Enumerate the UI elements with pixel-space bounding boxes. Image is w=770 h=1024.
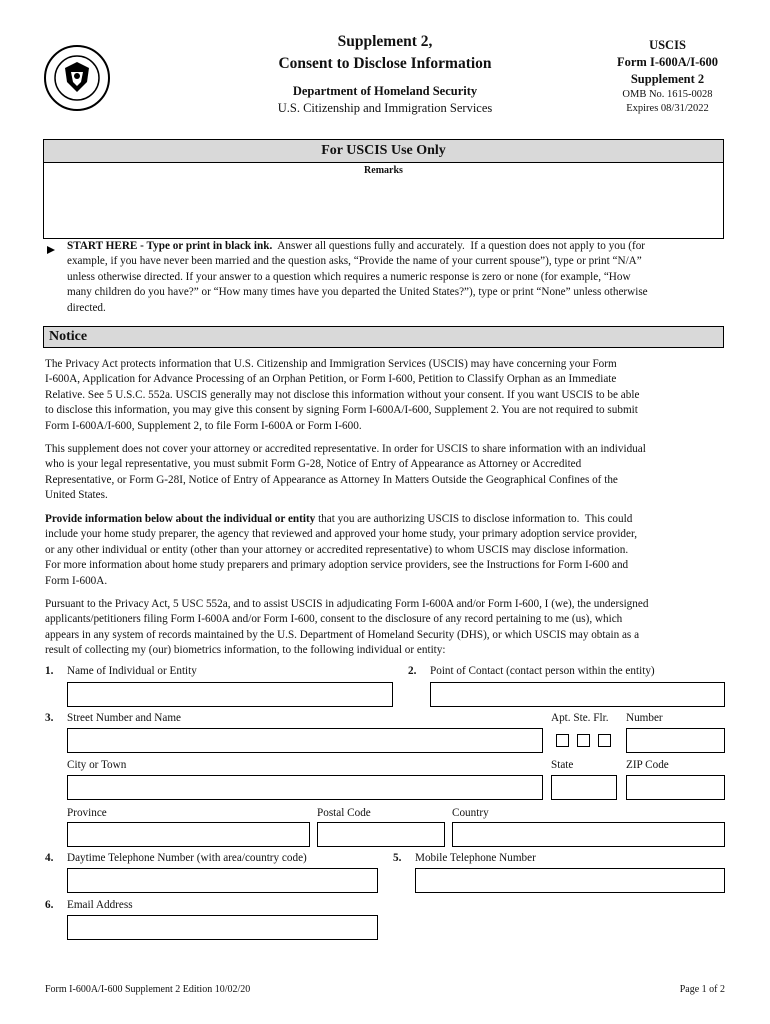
- daytime-phone-input[interactable]: [67, 868, 378, 893]
- q6-label: Email Address: [67, 899, 133, 911]
- form-number: Form I-600A/I-600: [616, 55, 719, 69]
- expiration-date: Expires 08/31/2022: [626, 103, 709, 114]
- number-label: Number: [626, 712, 663, 724]
- agency-name: U.S. Citizenship and Immigration Services: [277, 101, 493, 115]
- entity-name-input[interactable]: [67, 682, 393, 707]
- state-label: State: [551, 759, 574, 771]
- apt-number-input[interactable]: [626, 728, 725, 753]
- q5-number: 5.: [393, 852, 402, 864]
- start-here-lead: START HERE - Type or print in black ink.: [67, 240, 273, 252]
- zip-label: ZIP Code: [626, 759, 669, 771]
- uscis-use-only-box: [43, 139, 724, 239]
- notice-paragraph-3: Provide information below about the individual or entity that you are authorizing USCIS to disclose information to. This could include your home study preparer, the agency that reviewed and approved your home study, your primary adoption service provider, or any other individual or entity (other than your attorney or accredited representative) to whom USCIS may disclose information. For more information about home study preparers and primary adoption service providers, see the Instructions for Form I-600 and Form I-600A.: [45, 513, 638, 587]
- department-name: Department of Homeland Security: [292, 84, 478, 98]
- province-label: Province: [67, 807, 107, 819]
- notice-paragraph-2: This supplement does not cover your attorney or accredited representative. In order for USCIS to share information with an individual who is your legal representative, you must submit Form G-28, Notice of Entry of Appearance as Attorney or Accredited Representative, or Form G-28I, Notice of Entry of Appearance as Attorney In Matters Outside the Geographical Confines of the United States.: [45, 443, 646, 502]
- q4-number: 4.: [45, 852, 54, 864]
- remarks-label: Remarks: [364, 165, 403, 176]
- notice-heading: Notice: [43, 326, 724, 348]
- q3-label: Street Number and Name: [67, 712, 182, 724]
- point-of-contact-input[interactable]: [430, 682, 725, 707]
- footer-edition: Form I-600A/I-600 Supplement 2 Edition 10/02/20: [45, 984, 251, 995]
- q5-label: Mobile Telephone Number: [415, 852, 536, 864]
- agency-short: USCIS: [649, 38, 686, 52]
- zip-input[interactable]: [626, 775, 725, 800]
- email-input[interactable]: [67, 915, 378, 940]
- dhs-seal-icon: [44, 45, 110, 111]
- uscis-use-only-title: For USCIS Use Only: [44, 140, 723, 163]
- q3-number: 3.: [45, 712, 54, 724]
- postal-code-label: Postal Code: [317, 807, 371, 819]
- page-number: Page 1 of 2: [679, 984, 725, 995]
- city-label: City or Town: [67, 759, 127, 771]
- supplement-label: Supplement 2: [630, 72, 705, 86]
- notice-paragraph-1: The Privacy Act protects information that U.S. Citizenship and Immigration Services (USCIS) may have concerning your Form I-600A, Application for Advance Processing of an Orphan Petition, or Form I-600, Petition to Classify Orphan as an Immediate Relative. See 5 U.S.C. 552a. USCIS generally may not disclose this information without your consent. If you want USCIS to be able to disclose this information, you may give this consent by signing Form I-600A/I-600, Supplement 2. You are not required to submit Form I-600A/I-600, Supplement 2, to file Form I-600A or Form I-600.: [45, 358, 640, 432]
- omb-number: OMB No. 1615-0028: [622, 89, 713, 100]
- arrow-right-icon: [46, 245, 56, 255]
- q1-label: Name of Individual or Entity: [67, 665, 197, 677]
- notice-paragraph-4: Pursuant to the Privacy Act, 5 USC 552a, and to assist USCIS in adjudicating Form I-600A and/or Form I-600, I (we), the undersigned applicants/petitioners filing Form I-600A and/or Form I-600, consent to the disclosure of any record pertaining to me (us), which appears in any system of records maintained by the U.S. Department of Homeland Security (DHS), or which USCIS may obtain as a result of collecting my (our) biometrics information, to the following individual or entity:: [45, 598, 649, 657]
- mobile-phone-input[interactable]: [415, 868, 725, 893]
- q4-label: Daytime Telephone Number (with area/country code): [67, 852, 307, 864]
- q6-number: 6.: [45, 899, 54, 911]
- flr-checkbox[interactable]: [598, 734, 611, 747]
- ste-checkbox[interactable]: [577, 734, 590, 747]
- q2-label: Point of Contact (contact person within the entity): [430, 665, 655, 677]
- q2-number: 2.: [408, 665, 417, 677]
- street-input[interactable]: [67, 728, 543, 753]
- city-input[interactable]: [67, 775, 543, 800]
- form-title-line1: Supplement 2,: [337, 33, 433, 50]
- start-here-instructions: START HERE - Type or print in black ink. Answer all questions fully and accurately. If a question does not apply to you (for example, if you have never been married and the question asks, “Provide the name of your current spouse”), type or print “N/A” unless otherwise directed. If your answer to a question which requires a numeric response is zero or none (for example, “How many children do you have?” or “How many times have you departed the United States?”), type or print “None” unless otherwise directed.: [67, 240, 648, 314]
- state-select[interactable]: [551, 775, 617, 800]
- apt-ste-flr-label: Apt. Ste. Flr.: [551, 712, 609, 724]
- country-label: Country: [452, 807, 489, 819]
- q1-number: 1.: [45, 665, 54, 677]
- postal-code-input[interactable]: [317, 822, 445, 847]
- province-input[interactable]: [67, 822, 310, 847]
- country-input[interactable]: [452, 822, 725, 847]
- form-title-line2: Consent to Disclose Information: [278, 55, 492, 72]
- apt-checkbox[interactable]: [556, 734, 569, 747]
